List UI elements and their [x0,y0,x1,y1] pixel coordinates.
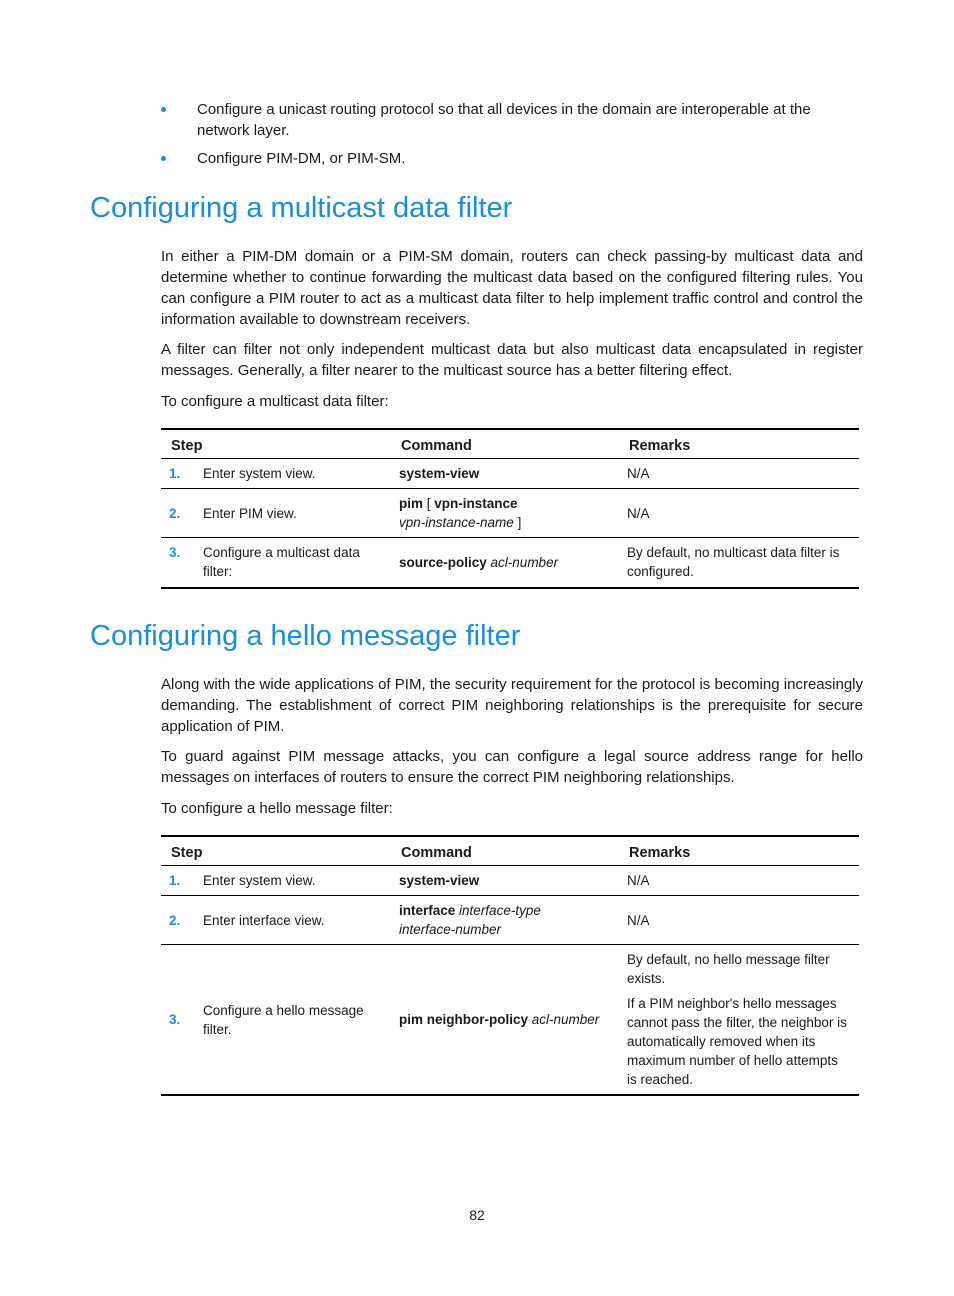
step-number: 2. [161,489,195,538]
table-row [161,896,859,945]
remarks-cell: N/A [619,489,859,538]
paragraph: In either a PIM-DM domain or a PIM-SM domain, routers can check passing-by multicast data and determine whether to continue forwarding the multicast data based on the configured filtering rules. You can configure a PIM router to act as a multicast data filter to help implement traffic control and control the information available to downstream receivers. [161,248,863,328]
paragraph: Along with the wide applications of PIM, the security requirement for the protocol is becoming increasingly demanding. The establishment of correct PIM neighboring relationships is the prerequisite for secure application of PIM. [161,676,863,735]
command-cell: source-policy acl-number [391,538,619,588]
table-intro: To configure a hello message filter: [161,800,393,817]
command-cell: system-view [391,459,619,489]
step-number: 3. [161,945,195,1096]
column-header-step: Step [161,429,391,459]
table-row [161,866,859,896]
column-header-command: Command [391,836,619,866]
table-row [161,489,859,538]
step-number: 1. [161,459,195,489]
remarks-cell [619,945,859,1096]
step-number: 3. [161,538,195,588]
remark-text: If a PIM neighbor's hello messages cannot pass the filter, the neighbor is automatically removed when its maximum number of hello attempts is reached. [627,996,847,1087]
step-number: 1. [161,866,195,896]
command-cell: interface interface-type interface-number [391,896,619,945]
step-number: 2. [161,896,195,945]
command-cell: pim neighbor-policy acl-number [391,945,619,1096]
paragraph: To guard against PIM message attacks, you can configure a legal source address range for hello messages on interfaces of routers to ensure the correct PIM neighboring relationships. [161,748,863,786]
hello-message-filter-table [161,835,859,1096]
table-header-row [161,836,859,866]
list-item: Configure PIM-DM, or PIM-SM. [161,148,851,169]
prerequisite-list [161,99,851,176]
step-description: Enter interface view. [195,896,391,945]
column-header-remarks: Remarks [619,836,859,866]
remark-text: By default, no hello message filter exists. [627,952,830,986]
bullet-icon [161,156,166,161]
section-heading-multicast-data-filter: Configuring a multicast data filter [90,192,513,224]
multicast-data-filter-table [161,428,859,589]
column-header-command: Command [391,429,619,459]
remarks-cell: N/A [619,459,859,489]
step-description: Enter system view. [195,866,391,896]
step-description: Enter system view. [195,459,391,489]
table-row [161,945,859,1096]
remarks-cell: N/A [619,866,859,896]
page-number: 82 [469,1207,485,1223]
step-description: Configure a multicast data filter: [195,538,391,588]
section-heading-hello-message-filter: Configuring a hello message filter [90,620,521,652]
table-row [161,538,859,588]
remarks-cell: By default, no multicast data filter is configured. [619,538,859,588]
command-cell: pim [ vpn-instance vpn-instance-name ] [391,489,619,538]
list-item: Configure a unicast routing protocol so that all devices in the domain are interoperable at the network layer. [161,99,851,141]
step-description: Configure a hello message filter. [195,945,391,1096]
column-header-step: Step [161,836,391,866]
bullet-icon [161,107,166,112]
table-header-row [161,429,859,459]
paragraph: A filter can filter not only independent multicast data but also multicast data encapsulated in register messages. Generally, a filter nearer to the multicast source has a better filtering effect. [161,341,863,379]
table-intro: To configure a multicast data filter: [161,393,389,410]
step-description: Enter PIM view. [195,489,391,538]
column-header-remarks: Remarks [619,429,859,459]
command-cell: system-view [391,866,619,896]
table-row [161,459,859,489]
remarks-cell: N/A [619,896,859,945]
